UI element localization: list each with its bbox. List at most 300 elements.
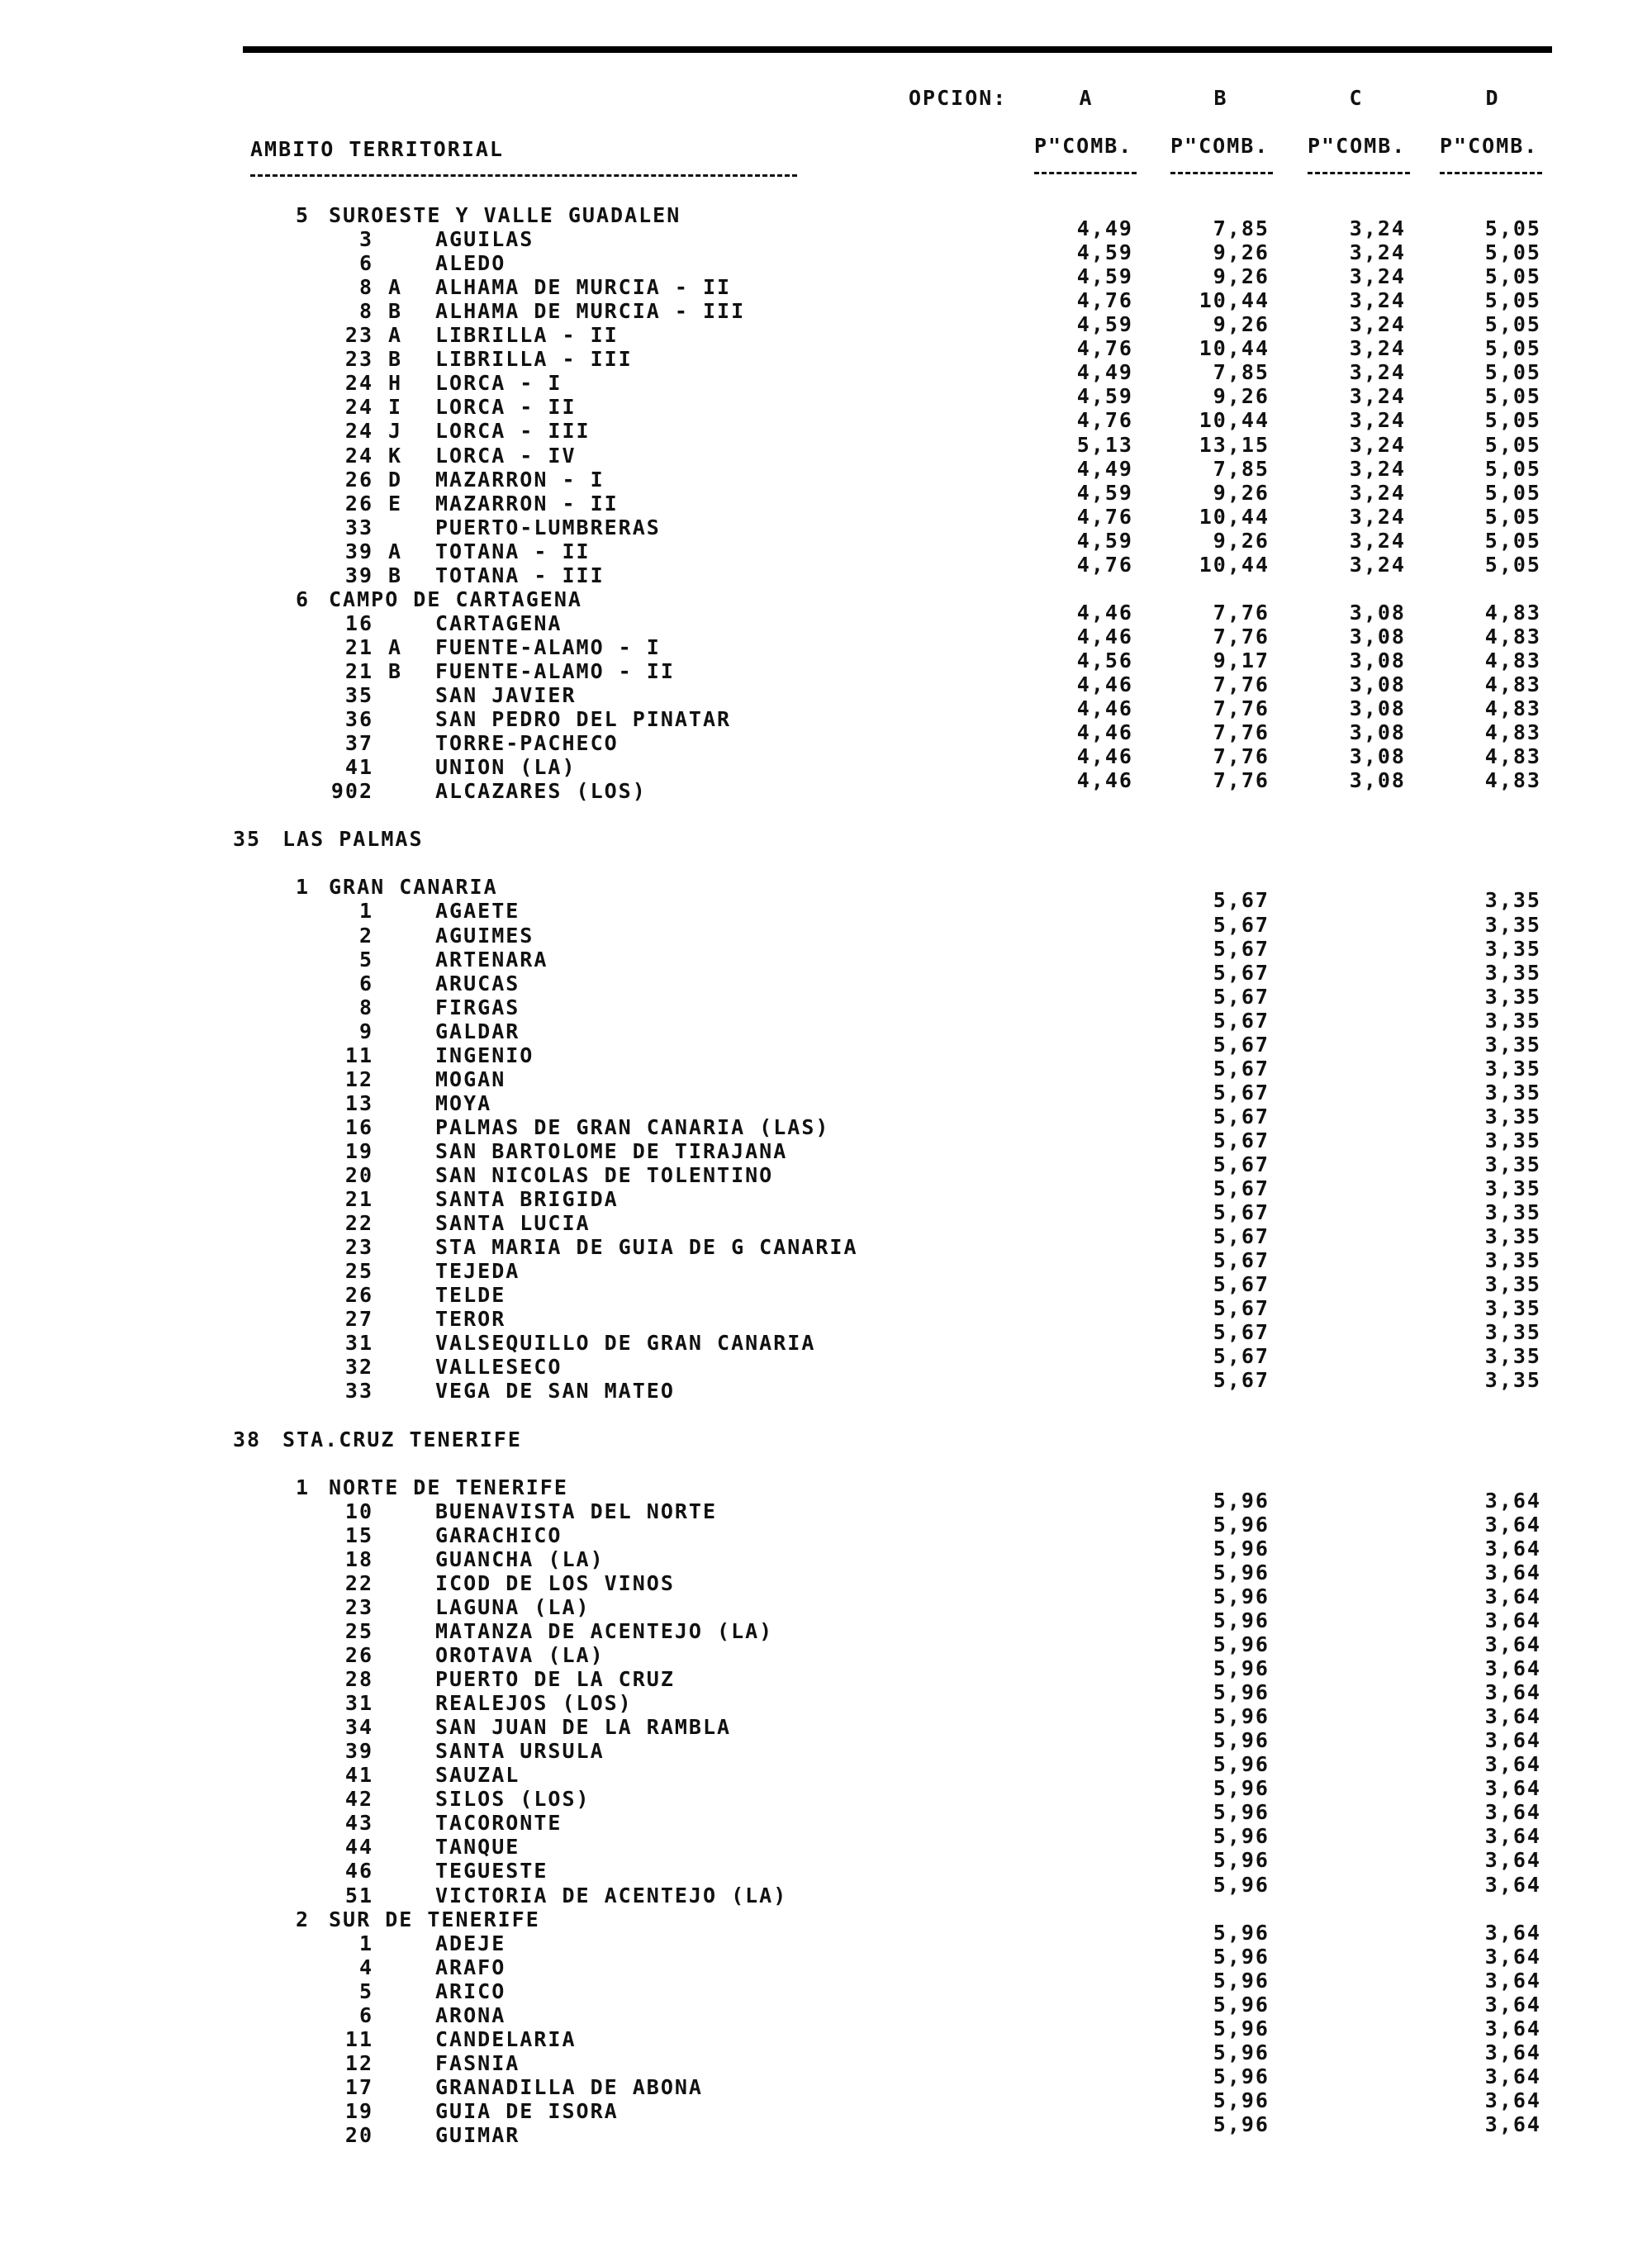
municipality-subcode: B [388,563,403,587]
value-option-c: 3,08 [1349,601,1406,625]
value-option-d: 3,35 [1484,1033,1541,1057]
value-option-d: 3,64 [1484,2088,1541,2112]
municipality-name: MAZARRON - II [435,492,619,515]
comarca-code: 1 [296,1475,311,1499]
value-option-c: 3,24 [1349,384,1406,408]
value-option-d: 3,35 [1484,1009,1541,1033]
value-option-b: 7,76 [1213,696,1270,720]
value-option-d: 3,64 [1484,1608,1541,1632]
column-header-a: P"COMB. [1034,134,1133,158]
municipality-name: TEJEDA [435,1259,520,1283]
municipality-code: 23 [344,347,373,371]
value-option-d: 3,35 [1484,1104,1541,1128]
value-option-d: 4,83 [1484,720,1541,744]
value-option-c: 3,08 [1349,744,1406,768]
municipality-code: 3 [358,227,373,251]
value-option-c: 3,24 [1349,481,1406,505]
municipality-code: 24 [344,395,373,419]
value-option-a: 4,46 [1076,601,1133,625]
value-option-c: 3,24 [1349,529,1406,553]
value-option-d: 4,83 [1484,696,1541,720]
value-option-a: 4,46 [1076,696,1133,720]
municipality-name: TEROR [435,1307,506,1331]
value-option-d: 5,05 [1484,288,1541,312]
municipality-name: VEGA DE SAN MATEO [435,1379,675,1403]
column-header-b: P"COMB. [1170,134,1270,158]
municipality-name: ARUCAS [435,971,520,995]
municipality-name: FASNIA [435,2051,520,2075]
value-option-b: 9,26 [1213,240,1270,264]
heading-underline [250,174,797,177]
value-option-b: 5,96 [1213,1728,1270,1752]
municipality-name: GALDAR [435,1019,520,1043]
value-option-d: 3,64 [1484,2064,1541,2088]
municipality-code: 36 [344,707,373,731]
value-option-c: 3,24 [1349,312,1406,336]
value-option-a: 5,13 [1076,433,1133,457]
value-option-d: 5,05 [1484,505,1541,529]
value-option-b: 5,96 [1213,1776,1270,1800]
value-option-b: 5,67 [1213,1344,1270,1368]
municipality-name: LORCA - III [435,419,591,443]
column-d-underline [1440,172,1542,174]
value-option-b: 5,96 [1213,1632,1270,1656]
municipality-code: 23 [344,323,373,347]
municipality-subcode: A [388,275,403,299]
value-option-c: 3,24 [1349,433,1406,457]
value-option-a: 4,76 [1076,553,1133,577]
municipality-subcode: H [388,371,403,395]
municipality-name: LORCA - I [435,371,563,395]
municipality-code: 12 [344,2051,373,2075]
municipality-subcode: A [388,323,403,347]
top-rule [243,46,1552,53]
municipality-subcode: B [388,347,403,371]
value-option-d: 5,05 [1484,481,1541,505]
value-option-b: 10,44 [1199,408,1270,432]
municipality-name: UNION (LA) [435,755,577,779]
municipality-name: AGUIMES [435,924,534,948]
value-option-d: 5,05 [1484,433,1541,457]
municipality-code: 9 [358,1019,373,1043]
value-option-b: 5,96 [1213,2112,1270,2136]
value-option-b: 5,96 [1213,1752,1270,1776]
municipality-code: 23 [344,1595,373,1619]
municipality-code: 8 [358,995,373,1019]
value-option-d: 4,83 [1484,768,1541,792]
municipality-code: 10 [344,1499,373,1523]
municipality-code: 42 [344,1787,373,1811]
value-option-a: 4,46 [1076,720,1133,744]
value-option-c: 3,08 [1349,696,1406,720]
municipality-name: AGUILAS [435,227,534,251]
municipality-code: 21 [344,1187,373,1211]
value-option-b: 5,96 [1213,1873,1270,1897]
municipality-code: 11 [344,1043,373,1067]
ambito-territorial-heading: AMBITO TERRITORIAL [250,137,504,161]
value-option-a: 4,76 [1076,288,1133,312]
province-name: LAS PALMAS [282,827,424,851]
value-option-b: 7,85 [1213,216,1270,240]
value-option-d: 3,64 [1484,1489,1541,1513]
municipality-code: 12 [344,1067,373,1091]
municipality-name: TELDE [435,1283,506,1307]
option-d-letter: D [1485,86,1500,110]
comarca-code: 6 [296,587,311,611]
municipality-name: MOYA [435,1091,492,1115]
municipality-name: TOTANA - III [435,563,605,587]
municipality-name: ALHAMA DE MURCIA - III [435,299,746,323]
municipality-name: CANDELARIA [435,2027,577,2051]
column-header-c: P"COMB. [1308,134,1407,158]
value-option-a: 4,46 [1076,744,1133,768]
municipality-name: ARAFO [435,1955,506,1979]
value-option-d: 3,35 [1484,937,1541,961]
value-option-a: 4,46 [1076,768,1133,792]
value-option-d: 5,05 [1484,312,1541,336]
municipality-name: BUENAVISTA DEL NORTE [435,1499,718,1523]
municipality-code: 6 [358,2003,373,2027]
value-option-b: 7,85 [1213,360,1270,384]
municipality-code: 39 [344,539,373,563]
value-option-d: 3,35 [1484,913,1541,937]
municipality-code: 11 [344,2027,373,2051]
value-option-d: 5,05 [1484,216,1541,240]
municipality-name: VALSEQUILLO DE GRAN CANARIA [435,1331,816,1355]
municipality-subcode: K [388,444,403,468]
value-option-b: 5,96 [1213,1584,1270,1608]
comarca-name: SUROESTE Y VALLE GUADALEN [329,203,681,227]
municipality-code: 26 [344,468,373,492]
comarca-name: NORTE DE TENERIFE [329,1475,568,1499]
municipality-code: 902 [330,779,373,803]
value-option-b: 5,67 [1213,1320,1270,1344]
value-option-b: 5,67 [1213,1248,1270,1272]
municipality-name: GUANCHA (LA) [435,1547,605,1571]
municipality-code: 5 [358,948,373,971]
value-option-d: 3,35 [1484,1248,1541,1272]
municipality-subcode: I [388,395,403,419]
value-option-a: 4,59 [1076,529,1133,553]
municipality-subcode: D [388,468,403,492]
municipality-name: OROTAVA (LA) [435,1643,605,1667]
municipality-code: 2 [358,924,373,948]
municipality-name: FUENTE-ALAMO - I [435,635,661,659]
municipality-name: SANTA LUCIA [435,1211,591,1235]
value-option-d: 3,35 [1484,1200,1541,1224]
municipality-code: 21 [344,659,373,683]
municipality-name: TACORONTE [435,1811,563,1835]
value-option-c: 3,24 [1349,240,1406,264]
comarca-code: 2 [296,1907,311,1931]
value-option-b: 5,67 [1213,1081,1270,1104]
municipality-subcode: E [388,492,403,515]
municipality-name: LAGUNA (LA) [435,1595,591,1619]
municipality-name: TORRE-PACHECO [435,731,619,755]
municipality-name: GUIA DE ISORA [435,2099,619,2123]
value-option-d: 3,64 [1484,2040,1541,2064]
municipality-name: ARONA [435,2003,506,2027]
value-option-b: 5,67 [1213,1009,1270,1033]
value-option-d: 5,05 [1484,264,1541,288]
value-option-b: 5,67 [1213,1176,1270,1200]
municipality-name: ARTENARA [435,948,548,971]
municipality-code: 41 [344,755,373,779]
value-option-b: 5,67 [1213,1368,1270,1392]
value-option-b: 5,67 [1213,985,1270,1009]
comarca-code: 1 [296,875,311,899]
value-option-d: 3,64 [1484,1561,1541,1584]
value-option-d: 4,83 [1484,601,1541,625]
municipality-code: 41 [344,1763,373,1787]
municipality-name: PUERTO-LUMBRERAS [435,515,661,539]
value-option-c: 3,08 [1349,672,1406,696]
municipality-subcode: B [388,299,403,323]
municipality-subcode: A [388,539,403,563]
comarca-code: 5 [296,203,311,227]
value-option-c: 3,24 [1349,408,1406,432]
municipality-name: SANTA URSULA [435,1739,605,1763]
province-code: 38 [233,1428,262,1451]
value-option-d: 5,05 [1484,529,1541,553]
municipality-code: 20 [344,2123,373,2147]
value-option-b: 5,67 [1213,913,1270,937]
value-option-b: 13,15 [1199,433,1270,457]
municipality-name: SANTA BRIGIDA [435,1187,619,1211]
value-option-d: 3,35 [1484,1128,1541,1152]
municipality-name: SAN JAVIER [435,683,577,707]
municipality-code: 8 [358,275,373,299]
value-option-c: 3,24 [1349,505,1406,529]
value-option-d: 3,64 [1484,1632,1541,1656]
value-option-d: 3,64 [1484,1513,1541,1537]
municipality-code: 31 [344,1691,373,1715]
municipality-name: SAUZAL [435,1763,520,1787]
value-option-b: 9,26 [1213,529,1270,553]
value-option-b: 5,67 [1213,1033,1270,1057]
municipality-name: MOGAN [435,1067,506,1091]
municipality-name: FIRGAS [435,995,520,1019]
municipality-code: 8 [358,299,373,323]
municipality-code: 6 [358,251,373,275]
value-option-d: 4,83 [1484,625,1541,648]
value-option-d: 3,35 [1484,1320,1541,1344]
municipality-code: 1 [358,899,373,923]
value-option-b: 5,96 [1213,1945,1270,1969]
municipality-name: REALEJOS (LOS) [435,1691,633,1715]
value-option-d: 3,64 [1484,1800,1541,1824]
value-option-a: 4,59 [1076,481,1133,505]
municipality-name: AGAETE [435,899,520,923]
value-option-a: 4,49 [1076,360,1133,384]
value-option-b: 5,67 [1213,1057,1270,1081]
value-option-b: 5,67 [1213,937,1270,961]
municipality-name: LORCA - IV [435,444,577,468]
municipality-name: ARICO [435,1979,506,2003]
value-option-b: 5,96 [1213,2064,1270,2088]
value-option-b: 9,26 [1213,384,1270,408]
municipality-code: 37 [344,731,373,755]
value-option-d: 3,64 [1484,1873,1541,1897]
municipality-name: STA MARIA DE GUIA DE G CANARIA [435,1235,858,1259]
municipality-code: 19 [344,1139,373,1163]
option-c-letter: C [1349,86,1364,110]
value-option-d: 5,05 [1484,360,1541,384]
municipality-code: 26 [344,1283,373,1307]
value-option-d: 3,64 [1484,1776,1541,1800]
municipality-code: 35 [344,683,373,707]
municipality-code: 23 [344,1235,373,1259]
municipality-name: FUENTE-ALAMO - II [435,659,675,683]
value-option-d: 3,64 [1484,2112,1541,2136]
value-option-b: 5,67 [1213,1296,1270,1320]
value-option-b: 5,67 [1213,1272,1270,1296]
municipality-name: SAN JUAN DE LA RAMBLA [435,1715,732,1739]
value-option-d: 3,64 [1484,1728,1541,1752]
value-option-b: 5,67 [1213,961,1270,985]
value-option-d: 3,64 [1484,1680,1541,1704]
value-option-d: 3,35 [1484,888,1541,912]
option-b-letter: B [1213,86,1228,110]
value-option-d: 3,35 [1484,1344,1541,1368]
value-option-c: 3,08 [1349,625,1406,648]
value-option-d: 4,83 [1484,648,1541,672]
municipality-subcode: A [388,635,403,659]
municipality-code: 24 [344,371,373,395]
municipality-code: 25 [344,1619,373,1643]
province-name: STA.CRUZ TENERIFE [282,1428,522,1451]
value-option-b: 10,44 [1199,505,1270,529]
value-option-b: 5,67 [1213,1152,1270,1176]
value-option-d: 3,64 [1484,1921,1541,1945]
value-option-a: 4,59 [1076,264,1133,288]
value-option-b: 7,76 [1213,625,1270,648]
value-option-b: 7,76 [1213,744,1270,768]
value-option-d: 3,35 [1484,1081,1541,1104]
municipality-code: 31 [344,1331,373,1355]
municipality-code: 5 [358,1979,373,2003]
value-option-d: 3,64 [1484,1969,1541,1993]
option-a-letter: A [1079,86,1094,110]
municipality-name: SAN NICOLAS DE TOLENTINO [435,1163,774,1187]
comarca-name: GRAN CANARIA [329,875,498,899]
municipality-code: 24 [344,444,373,468]
value-option-b: 5,96 [1213,1656,1270,1680]
municipality-name: LIBRILLA - II [435,323,619,347]
municipality-code: 16 [344,1115,373,1139]
municipality-code: 34 [344,1715,373,1739]
municipality-name: PALMAS DE GRAN CANARIA (LAS) [435,1115,830,1139]
value-option-b: 5,96 [1213,2017,1270,2040]
value-option-d: 5,05 [1484,336,1541,360]
municipality-name: MATANZA DE ACENTEJO (LA) [435,1619,774,1643]
value-option-d: 3,64 [1484,1584,1541,1608]
municipality-code: 15 [344,1523,373,1547]
opcion-label: OPCION: [909,86,1008,110]
municipality-code: 25 [344,1259,373,1283]
municipality-code: 43 [344,1811,373,1835]
value-option-b: 5,96 [1213,1824,1270,1848]
municipality-code: 1 [358,1931,373,1955]
municipality-subcode: J [388,419,403,443]
value-option-d: 3,64 [1484,1824,1541,1848]
value-option-d: 3,64 [1484,1848,1541,1872]
value-option-d: 3,64 [1484,1752,1541,1776]
municipality-code: 51 [344,1884,373,1907]
municipality-name: CARTAGENA [435,611,563,635]
value-option-b: 5,67 [1213,1128,1270,1152]
value-option-b: 5,96 [1213,1489,1270,1513]
municipality-code: 28 [344,1667,373,1691]
municipality-name: SILOS (LOS) [435,1787,591,1811]
municipality-name: INGENIO [435,1043,534,1067]
comarca-name: CAMPO DE CARTAGENA [329,587,582,611]
municipality-code: 22 [344,1571,373,1595]
value-option-b: 7,85 [1213,457,1270,481]
municipality-name: ALHAMA DE MURCIA - II [435,275,732,299]
municipality-code: 39 [344,1739,373,1763]
value-option-a: 4,46 [1076,625,1133,648]
value-option-c: 3,24 [1349,264,1406,288]
value-option-b: 5,96 [1213,1561,1270,1584]
value-option-b: 5,67 [1213,1224,1270,1248]
value-option-b: 5,96 [1213,1800,1270,1824]
value-option-a: 4,76 [1076,408,1133,432]
value-option-b: 5,96 [1213,1704,1270,1728]
value-option-d: 5,05 [1484,240,1541,264]
municipality-code: 33 [344,1379,373,1403]
municipality-name: SAN BARTOLOME DE TIRAJANA [435,1139,788,1163]
municipality-code: 33 [344,515,373,539]
value-option-d: 3,35 [1484,1272,1541,1296]
value-option-d: 3,35 [1484,1368,1541,1392]
municipality-name: VALLESECO [435,1355,563,1379]
value-option-c: 3,24 [1349,457,1406,481]
municipality-code: 27 [344,1307,373,1331]
municipality-code: 32 [344,1355,373,1379]
municipality-name: GARACHICO [435,1523,563,1547]
municipality-code: 19 [344,2099,373,2123]
municipality-code: 24 [344,419,373,443]
municipality-code: 6 [358,971,373,995]
value-option-c: 3,24 [1349,553,1406,577]
value-option-b: 7,76 [1213,672,1270,696]
column-c-underline [1308,172,1410,174]
value-option-c: 3,24 [1349,288,1406,312]
value-option-b: 5,96 [1213,1848,1270,1872]
value-option-d: 3,35 [1484,985,1541,1009]
municipality-name: ADEJE [435,1931,506,1955]
value-option-a: 4,59 [1076,312,1133,336]
value-option-d: 4,83 [1484,744,1541,768]
value-option-b: 5,96 [1213,1993,1270,2017]
value-option-c: 3,24 [1349,360,1406,384]
value-option-c: 3,24 [1349,216,1406,240]
municipality-name: ICOD DE LOS VINOS [435,1571,675,1595]
municipality-name: ALEDO [435,251,506,275]
municipality-subcode: B [388,659,403,683]
value-option-b: 5,67 [1213,1104,1270,1128]
municipality-code: 16 [344,611,373,635]
value-option-b: 7,76 [1213,601,1270,625]
value-option-b: 9,17 [1213,648,1270,672]
value-option-d: 3,64 [1484,1945,1541,1969]
province-code: 35 [233,827,262,851]
value-option-a: 4,56 [1076,648,1133,672]
value-option-b: 9,26 [1213,264,1270,288]
municipality-code: 18 [344,1547,373,1571]
value-option-b: 5,67 [1213,888,1270,912]
